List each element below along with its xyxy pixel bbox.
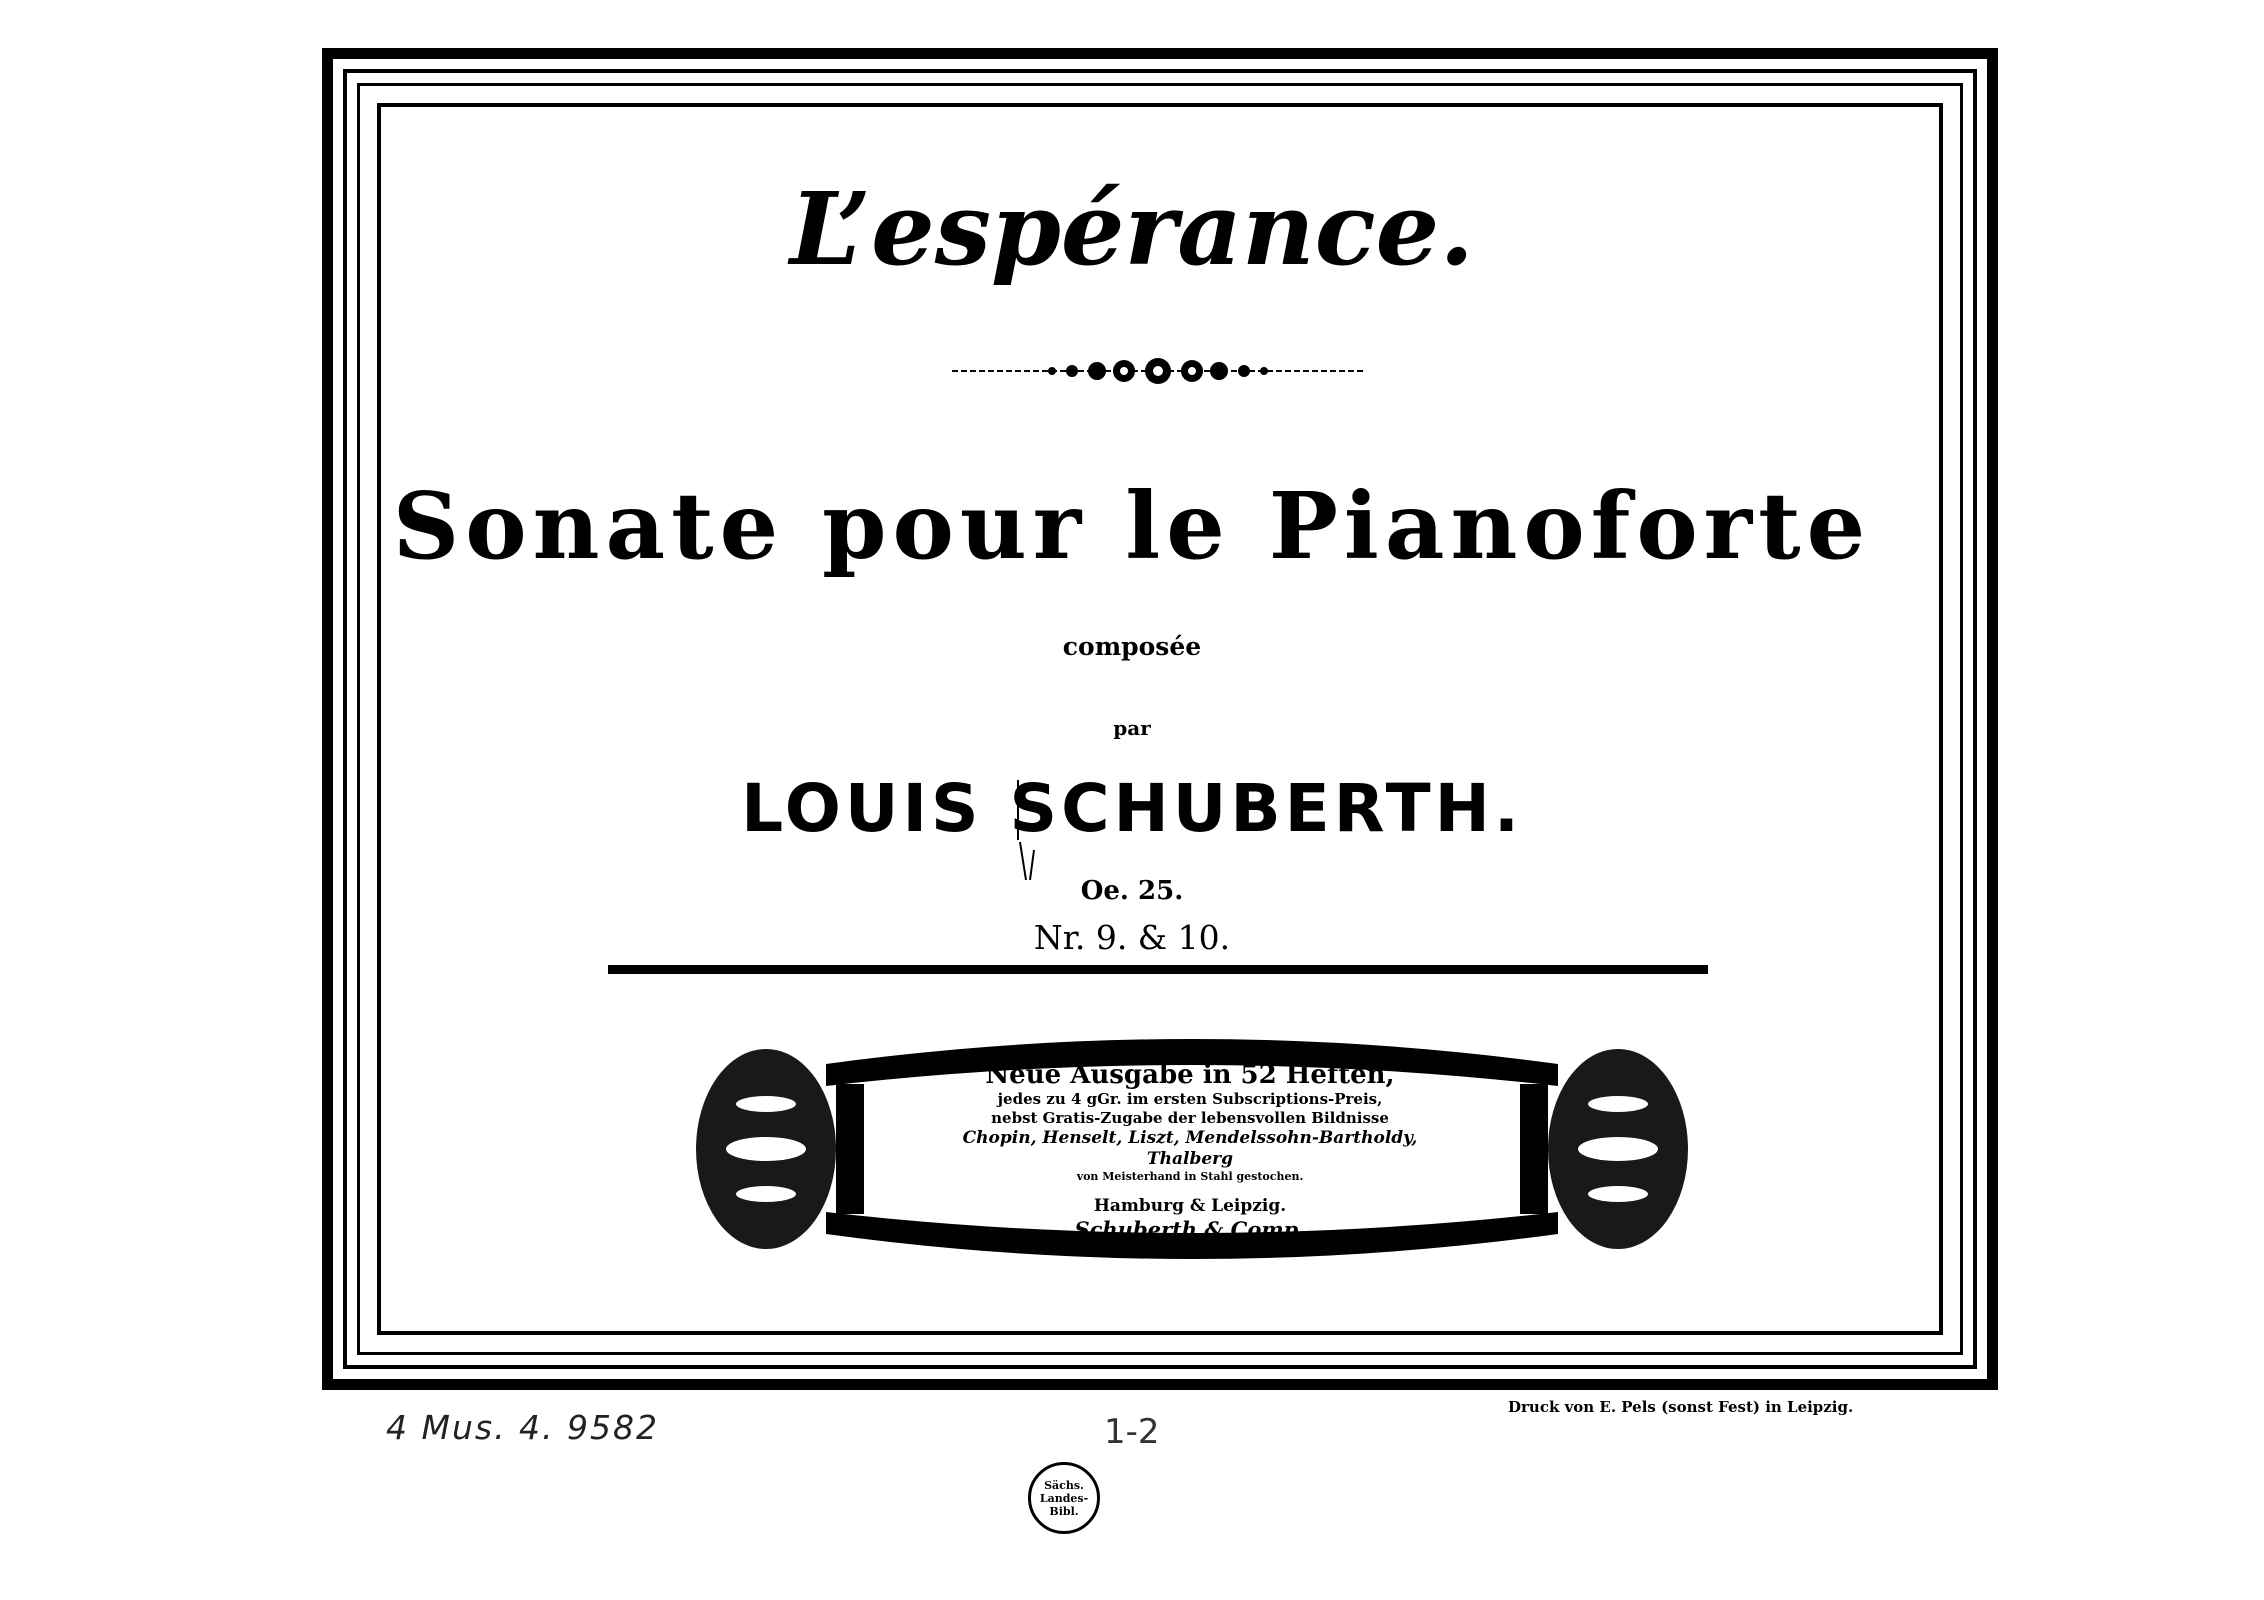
page-title: L’espérance. bbox=[789, 170, 1475, 288]
stamp-line: Sächs. bbox=[1044, 1478, 1084, 1492]
stamp-line: Bibl. bbox=[1049, 1504, 1079, 1518]
publisher-name: Schuberth & Comp. bbox=[1074, 1217, 1306, 1242]
ornament-divider bbox=[952, 356, 1364, 386]
pencil-note: 1-2 bbox=[1104, 1412, 1160, 1452]
bonus-line: nebst Gratis-Zugabe der lebensvollen Bildnisse bbox=[991, 1109, 1389, 1127]
horizontal-rule bbox=[608, 965, 1708, 974]
composed-label: composée bbox=[1062, 632, 1202, 661]
edition-line: Neue Ausgabe in 52 Heften, bbox=[985, 1060, 1395, 1090]
portraits-line: Chopin, Henselt, Liszt, Mendelssohn-Bartholdy, Thalberg bbox=[962, 1128, 1418, 1169]
library-stamp bbox=[1028, 1462, 1100, 1534]
opus-number: Oe. 25. bbox=[1080, 876, 1184, 906]
shelfmark: 4 Mus. 4. 9582 bbox=[386, 1408, 660, 1447]
composer-name: LOUIS SCHUBERTH. bbox=[741, 770, 1523, 847]
subscription-line: jedes zu 4 gGr. im ersten Subscriptions-Preis, bbox=[997, 1090, 1383, 1108]
publisher-text bbox=[930, 1060, 1450, 1242]
par-label: par bbox=[1113, 716, 1151, 740]
stamp-line: Landes- bbox=[1039, 1491, 1089, 1505]
printer-credit: Druck von E. Pels (sonst Fest) in Leipzig. bbox=[1508, 1398, 1854, 1416]
engraving-line: von Meisterhand in Stahl gestochen. bbox=[1076, 1170, 1304, 1183]
issue-number: Nr. 9. & 10. bbox=[1033, 918, 1231, 957]
pen-mark bbox=[1012, 780, 1052, 890]
subtitle: Sonate pour le Pianoforte bbox=[392, 472, 1872, 580]
publisher-city: Hamburg & Leipzig. bbox=[1093, 1196, 1287, 1216]
